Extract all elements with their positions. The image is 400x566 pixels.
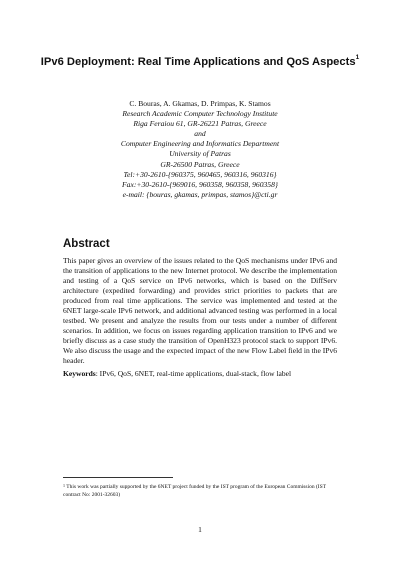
author-tel: Tel:+30-2610-{960375, 960465, 960316, 960316} [123, 169, 277, 179]
title-footnote-mark: 1 [355, 54, 360, 61]
author-department: Computer Engineering and Informatics Department [120, 139, 280, 149]
author-block [60, 99, 340, 200]
author-email: e-mail: {bouras, gkamas, primpas, stamos}@cti.gr [122, 189, 278, 199]
author-address-1: Riga Feraiou 61, GR-26221 Patras, Greece [133, 119, 267, 129]
abstract-heading: Abstract [63, 238, 110, 250]
footnote-rule [63, 477, 173, 478]
author-university: University of Patras [169, 149, 231, 159]
keywords-text: : IPv6, QoS, 6NET, real-time applications, dual-stack, flow label [95, 369, 292, 378]
abstract-body: This paper gives an overview of the issues related to the QoS mechanisms under IPv6 and the transition of applications to the new Internet protocol. We describe the implementation and testing of a QoS service on IPv6 networks, which is based on the DiffServ architecture (expedited forwarding) and provides strict priorities to packets that are produced from real time applications. The service was implemented and tested at the 6NET large-scale IPv6 network, and additional advanced testing was performed in a local testbed. We present and analyze the results from our tests under a number of different scenarios. In addition, we focus on issues regarding application transition to IPv6 and we briefly discuss as a case study the transition of OpenH323 protocol stack to support IPv6. We also discuss the usage and the expected impact of the new Flow Label field in the IPv6 header. [63, 256, 337, 365]
keywords-label: Keywords [63, 369, 96, 378]
keywords-line [63, 369, 337, 379]
author-names: C. Bouras, A. Gkamas, D. Primpas, K. Stamos [129, 99, 271, 108]
title-text: IPv6 Deployment: Real Time Applications and QoS Aspects [40, 56, 356, 68]
author-institute: Research Academic Computer Technology Institute [122, 109, 278, 119]
footnote [63, 484, 337, 499]
author-fax: Fax:+30-2610-{969016, 960358, 960358, 960358} [122, 179, 278, 189]
author-address-2: GR-26500 Patras, Greece [160, 159, 240, 169]
page-number: 1 [198, 525, 202, 534]
paper-title [40, 55, 360, 70]
footnote-text: This work was partially supported by the 6NET project funded by the IST program of the European Commission (IST contract No: 2001-32603) [63, 484, 326, 498]
footnote-mark: 1 [63, 483, 65, 488]
author-conjunction: and [194, 129, 206, 139]
